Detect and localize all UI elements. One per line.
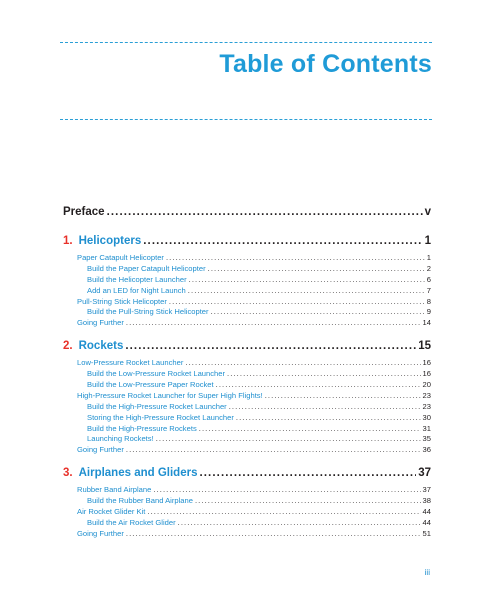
dot-leader — [189, 275, 425, 284]
chapter-spacer — [63, 329, 431, 340]
entry-label: Build the Pull-String Stick Helicopter — [87, 307, 209, 317]
entry-label: Build the Air Rocket Glider — [87, 517, 176, 527]
chapter-page: 15 — [418, 340, 431, 353]
chapter-number: 2. — [63, 340, 73, 353]
entry-label: High-Pressure Rocket Launcher for Super High Flights! — [77, 390, 263, 400]
entry-page: 23 — [422, 390, 431, 400]
toc-preface-label: Preface — [63, 206, 105, 218]
entry-label: Air Rocket Glider Kit — [77, 507, 146, 517]
entry-label: Launching Rockets! — [87, 434, 154, 444]
toc-section-entry[interactable] — [63, 507, 431, 518]
chapter-title: Rockets — [78, 340, 124, 353]
dot-leader — [126, 529, 421, 538]
entry-label: Pull-String Stick Helicopter — [77, 296, 167, 306]
entry-page: 20 — [422, 380, 431, 390]
entry-label: Build the High-Pressure Rockets — [87, 423, 197, 433]
dot-leader — [199, 424, 421, 433]
entry-page: 2 — [426, 263, 431, 273]
entry-label: Paper Catapult Helicopter — [77, 253, 164, 262]
chapter-page: 1 — [424, 235, 431, 247]
toc-chapter-entry[interactable] — [63, 340, 431, 356]
dot-leader — [126, 318, 421, 327]
chapter-title: Airplanes and Gliders — [78, 467, 198, 480]
dot-leader — [107, 206, 423, 218]
chapter-number: 3. — [63, 467, 73, 480]
dot-leader — [236, 413, 421, 422]
entry-page: 38 — [422, 496, 431, 506]
toc-subsection-entry[interactable] — [63, 402, 431, 413]
entry-label: Storing the High-Pressure Rocket Launcher — [87, 412, 234, 422]
entry-page: 36 — [422, 445, 431, 455]
toc-subsection-entry[interactable] — [63, 369, 431, 380]
toc-subsection-entry[interactable] — [63, 424, 431, 435]
page-title: Table of Contents — [219, 50, 432, 78]
entry-page: 16 — [422, 358, 431, 368]
dot-leader — [211, 307, 425, 316]
entry-page: 35 — [422, 434, 431, 444]
dot-leader — [227, 369, 421, 378]
toc-section-entry[interactable] — [63, 485, 431, 496]
entry-label: Add an LED for Night Launch — [87, 285, 186, 295]
entry-label: Build the Rubber Band Airplane — [87, 496, 193, 506]
entry-label: Going Further — [77, 528, 124, 538]
entry-page: 37 — [422, 485, 431, 495]
toc-chapter-entry[interactable] — [63, 467, 431, 483]
toc-preface-page: v — [424, 206, 431, 218]
entry-label: Low-Pressure Rocket Launcher — [77, 358, 184, 368]
entry-page: 30 — [422, 412, 431, 422]
entry-label: Build the Low-Pressure Paper Rocket — [87, 380, 214, 390]
entry-page: 16 — [422, 369, 431, 379]
dot-leader — [188, 286, 425, 295]
entry-page: 51 — [422, 528, 431, 538]
dot-leader — [265, 391, 421, 400]
toc-subsection-entry[interactable] — [63, 380, 431, 391]
toc-section-entry[interactable] — [63, 391, 431, 402]
entry-page: 7 — [426, 285, 431, 295]
entry-page: 8 — [426, 296, 431, 306]
entry-page: 14 — [422, 318, 431, 328]
toc-section-entry[interactable] — [63, 529, 431, 540]
entry-label: Rubber Band Airplane — [77, 485, 152, 495]
footer-page-number: iii — [424, 568, 430, 577]
chapter-list — [63, 224, 431, 540]
entry-label: Going Further — [77, 318, 124, 328]
toc-section-entry[interactable] — [63, 445, 431, 456]
dot-leader — [153, 485, 420, 494]
chapter-page: 37 — [418, 467, 431, 480]
dot-leader — [195, 496, 421, 505]
toc-section-entry[interactable] — [63, 318, 431, 329]
entry-page: 44 — [422, 507, 431, 517]
dot-leader — [229, 402, 421, 411]
entry-label: Build the Helicopter Launcher — [87, 274, 187, 284]
dot-leader — [199, 467, 416, 479]
toc-section-entry[interactable] — [63, 358, 431, 369]
dot-leader — [216, 380, 421, 389]
toc-subsection-entry[interactable] — [63, 286, 431, 297]
toc-subsection-entry[interactable] — [63, 434, 431, 445]
dot-leader — [125, 340, 416, 352]
header-top-rule — [60, 42, 432, 43]
entry-label: Build the Low-Pressure Rocket Launcher — [87, 369, 226, 379]
toc-subsection-entry[interactable] — [63, 413, 431, 424]
toc-subsection-entry[interactable] — [63, 264, 431, 275]
entry-page: 6 — [426, 274, 431, 284]
dot-leader — [143, 235, 422, 247]
chapter-number: 1. — [63, 235, 73, 247]
toc-section-entry[interactable] — [63, 253, 431, 264]
entry-label: Going Further — [77, 445, 124, 455]
dot-leader — [126, 445, 421, 454]
toc-preface-entry[interactable] — [63, 206, 431, 224]
toc-subsection-entry[interactable] — [63, 518, 431, 529]
toc-subsection-entry[interactable] — [63, 307, 431, 318]
toc-subsection-entry[interactable] — [63, 496, 431, 507]
dot-leader — [156, 434, 421, 443]
entry-page: 9 — [426, 307, 431, 317]
table-of-contents — [63, 206, 431, 540]
toc-section-entry[interactable] — [63, 297, 431, 308]
dot-leader — [147, 507, 420, 516]
entry-label: Build the Paper Catapult Helicopter — [87, 263, 206, 273]
toc-chapter-entry[interactable] — [63, 235, 431, 251]
dot-leader — [178, 518, 421, 527]
dot-leader — [169, 297, 425, 306]
dot-leader — [208, 264, 425, 273]
toc-subsection-entry[interactable] — [63, 275, 431, 286]
entry-page: 31 — [422, 423, 431, 433]
entry-page: 23 — [422, 401, 431, 411]
entry-page: 44 — [422, 517, 431, 527]
entry-label: Build the High-Pressure Rocket Launcher — [87, 401, 227, 411]
chapter-spacer — [63, 224, 431, 235]
dot-leader — [166, 253, 425, 262]
chapter-title: Helicopters — [78, 235, 142, 247]
entry-page: 1 — [426, 253, 431, 262]
chapter-spacer — [63, 456, 431, 467]
header-bottom-rule — [60, 119, 432, 120]
dot-leader — [185, 358, 420, 367]
